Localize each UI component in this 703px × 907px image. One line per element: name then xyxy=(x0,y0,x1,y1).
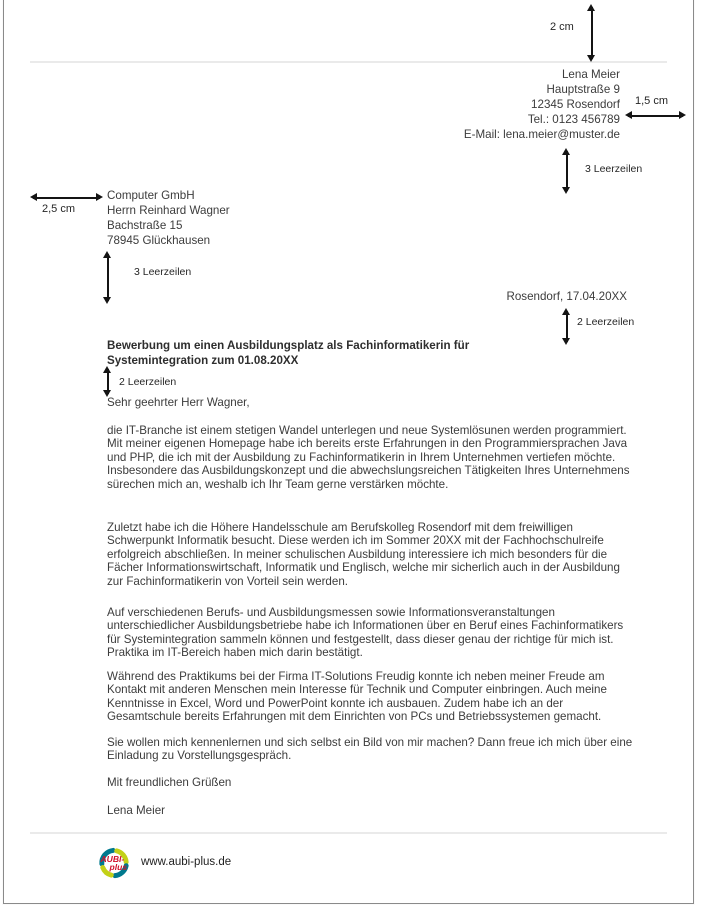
body-paragraph-3: Auf verschiedenen Berufs- und Ausbildungsmessen sowie Informationsveranstaltungen unterschiedlicher Ausbildungsbetriebe habe ich Informationen über en Beruf eines Fachinformatikers für Systemintegration sammeln können und festgestellt, dass dieser genau der richtige für mich ist. Praktika im IT-Bereich haben mich darin bestätigt. xyxy=(107,606,624,660)
top-margin-label: 2 cm xyxy=(550,21,574,33)
left-margin-label: 2,5 cm xyxy=(42,203,76,215)
aubi-plus-logo-icon xyxy=(96,843,132,883)
blank-after-sender-label: 3 Leerzeilen xyxy=(585,163,643,175)
blank-after-subject-arrow-icon xyxy=(103,366,112,397)
signature-name: Lena Meier xyxy=(107,804,166,817)
arrow-shaft xyxy=(107,254,109,301)
blank-after-recipient-label: 3 Leerzeilen xyxy=(134,266,192,278)
body-paragraph-2: Zuletzt habe ich die Höhere Handelsschule am Berufskolleg Rosendorf mit dem freiwilligen Schwerpunkt Informatik besucht. Diese werden ich im Sommer 20XX mit der Fachhochschulreife erfolgreich abschließen. In meiner schulischen Ausbildung interessiere ich mich besonders für die Fächer Informationswirtschaft, Informatik und Englisch, welche mir sicherlich auch in der Ausbildung zur Fachinformatikerin von Vorteil sein werden. xyxy=(107,521,620,588)
recipient-address-block xyxy=(107,188,230,248)
blank-after-date-arrow-icon xyxy=(562,308,571,345)
right-margin-arrow-icon xyxy=(625,111,686,120)
blank-after-subject-label: 2 Leerzeilen xyxy=(119,376,177,388)
logo-text-bottom: plus xyxy=(109,862,128,873)
body-paragraph-4: Während des Praktikums bei der Firma IT-Solutions Freudig konnte ich neben meiner Freude am Kontakt mit anderen Menschen mein Interesse für Technik und Computer einbringen. Auch meine Kenntnisse in Excel, Word und PowerPoint konnte ich ausbauen. Zudem habe ich an der Gesamtschule bereits Erfahrungen mit dem Einrichten von PCs und Betriebssystemen gemacht. xyxy=(107,670,607,724)
body-paragraph-1: die IT-Branche ist einem stetigen Wandel unterlegen und neue Systemlösunen werden programmiert. Mit meiner eigenen Homepage habe ich bereits erste Erfahrungen in den Programmiersprachen Java und PHP, die ich mit der Ausbildung zu Fachinformatikerin in Ihrem Unternehmen vertiefen möchte. Insbesondere das Ausbildungskonzept und die abwechslungsreichen Tätigkeiten Ihres Unternehmens sürechen mich an, weshalb ich Ihr Team gerne verstärken möchte. xyxy=(107,424,630,491)
recipient-city: 78945 Glückhausen xyxy=(107,234,211,247)
arrow-shaft xyxy=(591,7,593,59)
blank-after-date-label: 2 Leerzeilen xyxy=(577,316,635,328)
recipient-company: Computer GmbH xyxy=(107,189,195,202)
sender-name: Lena Meier xyxy=(561,68,620,81)
logo-text-top: AUBI- xyxy=(100,854,125,865)
left-margin-arrow-icon xyxy=(30,193,103,202)
right-margin-label: 1,5 cm xyxy=(635,95,669,107)
sender-address-block xyxy=(464,67,620,142)
subject-line: Bewerbung um einen Ausbildungsplatz als Fachinformatikerin für Systemintegration zum 01.08.20XX xyxy=(107,339,470,367)
arrow-shaft xyxy=(566,151,568,191)
sender-street: Hauptstraße 9 xyxy=(546,83,620,96)
arrow-shaft xyxy=(107,369,109,394)
body-paragraph-5: Sie wollen mich kennenlernen und sich selbst ein Bild von mir machen? Dann freue ich mich über eine Einladung zu Vorstellungsgespräch. xyxy=(107,736,633,763)
recipient-street: Bachstraße 15 xyxy=(107,219,183,232)
footer-separator-line xyxy=(30,832,667,834)
date-line: Rosendorf, 17.04.20XX xyxy=(506,290,627,303)
top-margin-line xyxy=(30,61,667,63)
closing-line: Mit freundlichen Grüßen xyxy=(107,776,232,789)
recipient-person: Herrn Reinhard Wagner xyxy=(107,204,230,217)
blank-after-recipient-arrow-icon xyxy=(103,251,112,304)
footer-website-url: www.aubi-plus.de xyxy=(141,856,232,868)
sender-city: 12345 Rosendorf xyxy=(531,98,620,111)
top-margin-arrow-icon xyxy=(587,4,596,62)
sender-phone: Tel.: 0123 456789 xyxy=(527,113,620,126)
arrow-shaft xyxy=(33,197,100,199)
sender-email: E-Mail: lena.meier@muster.de xyxy=(463,128,620,141)
blank-after-sender-arrow-icon xyxy=(562,148,571,194)
salutation: Sehr geehrter Herr Wagner, xyxy=(107,396,250,409)
arrow-shaft xyxy=(566,311,568,342)
arrow-shaft xyxy=(628,115,683,117)
